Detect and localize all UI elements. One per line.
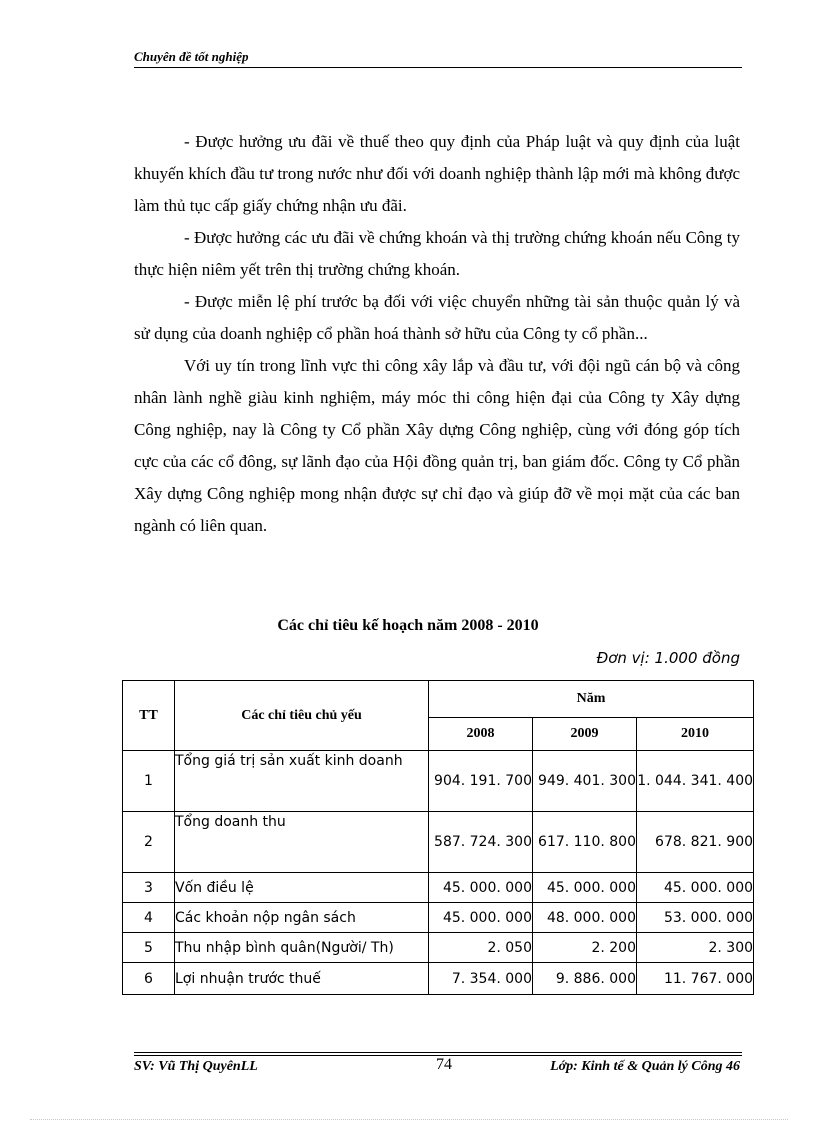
paragraph: - Được miễn lệ phí trước bạ đối với việc chuyển những tài sản thuộc quản lý và sử dụng của doanh nghiệp cổ phần hoá thành sở hữu của Công ty cổ phần... [134,292,740,343]
indicator-name: Tổng giá trị sản xuất kinh doanh [175,751,429,812]
value-2008: 904. 191. 700 [429,751,533,812]
header-tt: TT [123,681,175,751]
table-row [123,963,754,995]
indicator-name: Vốn điều lệ [175,873,429,903]
header-year-group: Năm [429,681,754,718]
body-text [134,126,740,542]
table-row [123,903,754,933]
paragraph: - Được hưởng ưu đãi về thuế theo quy định của Pháp luật và quy định của luật khuyến khích đầu tư trong nước như đối với doanh nghiệp thành lập mới mà không được làm thủ tục cấp giấy chứng nhận ưu đãi. [134,132,740,215]
value-2008: 587. 724. 300 [429,812,533,873]
row-number: 5 [123,933,175,963]
value-2009: 48. 000. 000 [533,903,637,933]
header-year-2010: 2010 [637,718,754,751]
paragraph: - Được hưởng các ưu đãi về chứng khoán và thị trường chứng khoán nếu Công ty thực hiện niêm yết trên thị trường chứng khoán. [134,228,740,279]
value-2010: 53. 000. 000 [637,903,754,933]
table-row [123,751,754,812]
row-number: 3 [123,873,175,903]
value-2009: 617. 110. 800 [533,812,637,873]
value-2010: 45. 000. 000 [637,873,754,903]
table-unit: Đơn vị: 1.000 đồng [596,649,740,667]
value-2009: 9. 886. 000 [533,963,637,995]
value-2008: 2. 050 [429,933,533,963]
table-row [123,812,754,873]
row-number: 4 [123,903,175,933]
header-year-2009: 2009 [533,718,637,751]
table-row [123,873,754,903]
plan-indicators-table [122,680,754,995]
footer-class: Lớp: Kinh tế & Quản lý Công 46 [550,1059,740,1074]
value-2010: 11. 767. 000 [637,963,754,995]
footer-rule [134,1052,742,1053]
row-number: 1 [123,751,175,812]
header-year-2008: 2008 [429,718,533,751]
table-row [123,933,754,963]
header-rule [134,67,742,68]
value-2010: 678. 821. 900 [637,812,754,873]
value-2009: 45. 000. 000 [533,873,637,903]
value-2008: 45. 000. 000 [429,903,533,933]
value-2008: 7. 354. 000 [429,963,533,995]
value-2008: 45. 000. 000 [429,873,533,903]
row-number: 2 [123,812,175,873]
indicator-name: Các khoản nộp ngân sách [175,903,429,933]
indicator-name: Lợi nhuận trước thuế [175,963,429,995]
paragraph: Với uy tín trong lĩnh vực thi công xây lắp và đầu tư, với đội ngũ cán bộ và công nhân lành nghề giàu kinh nghiệm, máy móc thi công hiện đại của Công ty Xây dựng Công nghiệp, nay là Công ty Cổ phần Xây dựng Công nghiệp, cùng với đóng góp tích cực của các cổ đông, sự lãnh đạo của Hội đồng quản trị, ban giám đốc. Công ty Cổ phần Xây dựng Công nghiệp mong nhận được sự chỉ đạo và giúp đỡ về mọi mặt của các ban ngành có liên quan. [134,356,740,535]
page-number: 74 [436,1056,452,1073]
indicator-name: Thu nhập bình quân(Người/ Th) [175,933,429,963]
header-indicators: Các chỉ tiêu chủ yếu [175,681,429,751]
value-2010: 1. 044. 341. 400 [637,751,754,812]
page-edge [30,1119,788,1120]
header-title: Chuyên đề tốt nghiệp [134,49,249,64]
value-2009: 2. 200 [533,933,637,963]
table-title: Các chỉ tiêu kế hoạch năm 2008 - 2010 [277,617,539,634]
indicator-name: Tổng doanh thu [175,812,429,873]
value-2009: 949. 401. 300 [533,751,637,812]
footer-student: SV: Vũ Thị QuyênLL [134,1059,258,1074]
row-number: 6 [123,963,175,995]
value-2010: 2. 300 [637,933,754,963]
